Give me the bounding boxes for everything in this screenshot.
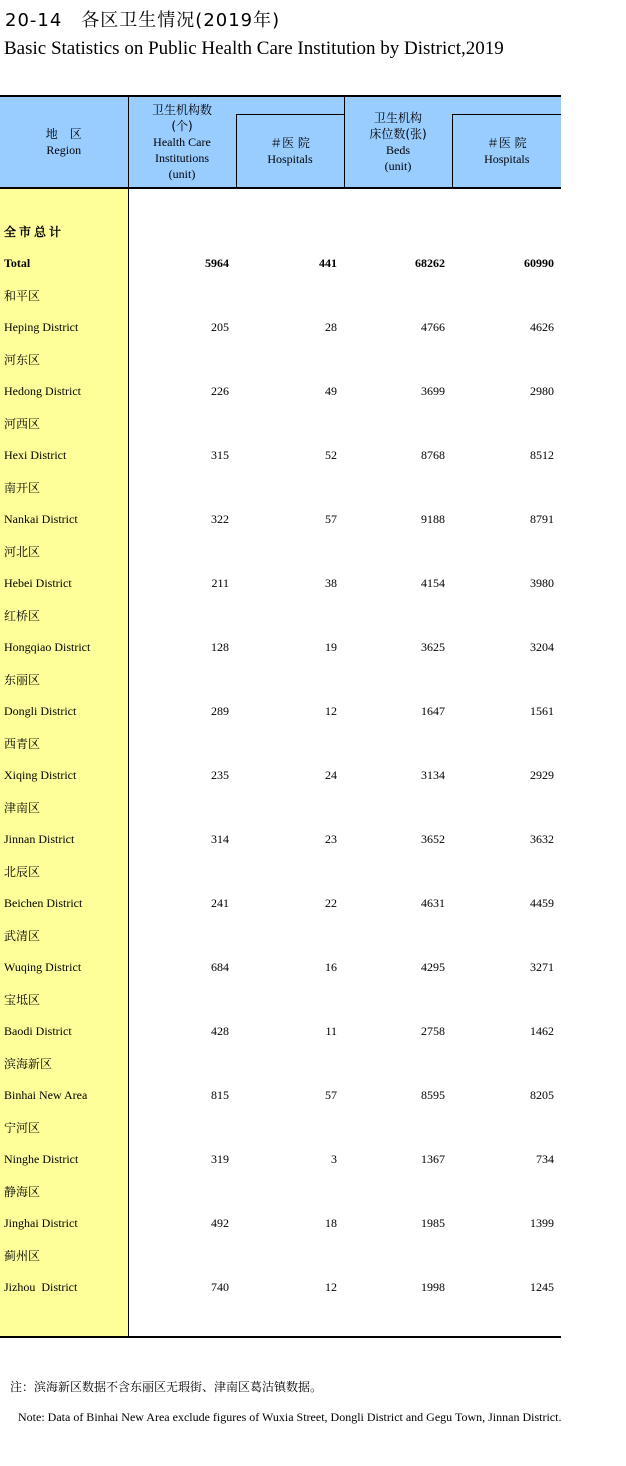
empty-cell [128,599,236,631]
beds-value: 3699 [421,383,445,398]
institutions-value: 235 [211,767,229,782]
empty-cell [452,215,561,247]
region-cn-row [0,727,561,759]
empty-cell [452,791,561,823]
institutions-header-cn2: (个) [171,118,193,133]
table-row [0,631,561,663]
region-cn-row [0,1239,561,1271]
beds-hospitals-value: 60990 [524,255,554,270]
footnote-chinese: 注：滨海新区数据不含东丽区无瑕街、津南区葛沽镇数据。 [10,1380,323,1394]
empty-cell [452,535,561,567]
empty-cell [236,791,344,823]
region-name-en: Hedong District [0,375,128,407]
empty-cell [128,855,236,887]
beds-hospitals-value: 734 [536,1151,554,1166]
beds-value: 4154 [421,575,445,590]
region-name-cn: 南开区 [0,471,128,503]
hospitals-value: 52 [325,447,337,462]
empty-cell [344,535,452,567]
region-name-cn: 滨海新区 [0,1047,128,1079]
empty-cell [128,1111,236,1143]
beds-value: 4295 [421,959,445,974]
beds-hospitals-value: 4626 [530,319,554,334]
table-row [0,503,561,535]
table-body [0,188,561,1337]
institutions-value: 492 [211,1215,229,1230]
beds-hospitals-value: 8791 [530,511,554,526]
beds-hospitals-value: 1245 [530,1279,554,1294]
empty-cell [344,663,452,695]
empty-cell [344,1303,452,1337]
beds-value: 1985 [421,1215,445,1230]
footnote-english: Note: Data of Binhai New Area exclude figures of Wuxia Street, Dongli District and Gegu Town, Jinnan District. [18,1410,562,1424]
region-name-en: Jinnan District [0,823,128,855]
beds-hospitals-value: 8512 [530,447,554,462]
beds-header-cn2: 床位数(张) [369,126,427,141]
empty-cell [0,1303,128,1337]
empty-cell [236,535,344,567]
empty-cell [344,407,452,439]
institutions-value: 740 [211,1279,229,1294]
institutions-value: 815 [211,1087,229,1102]
beds-value: 8768 [421,447,445,462]
region-cn-row [0,855,561,887]
empty-cell [236,855,344,887]
region-name-en: Nankai District [0,503,128,535]
beds-value: 8595 [421,1087,445,1102]
empty-cell [236,663,344,695]
region-name-en: Ninghe District [0,1143,128,1175]
empty-cell [344,727,452,759]
empty-cell [236,215,344,247]
region-cn-row [0,407,561,439]
empty-cell [236,983,344,1015]
empty-cell [344,855,452,887]
hospitals-value: 12 [325,1279,337,1294]
empty-cell [128,343,236,375]
table-row [0,1271,561,1303]
empty-cell [452,727,561,759]
table-title-chinese: 20-14 各区卫生情况(2019年) [5,10,281,31]
region-name-en: Hebei District [0,567,128,599]
beds-hospitals-header-en: Hospitals [484,152,530,166]
beds-value: 1367 [421,1151,445,1166]
empty-cell [236,343,344,375]
table-row [0,951,561,983]
region-cn-row [0,1111,561,1143]
hospitals-value: 28 [325,319,337,334]
institutions-value: 315 [211,447,229,462]
table-end-row [0,1303,561,1337]
institutions-value: 241 [211,895,229,910]
beds-hospitals-value: 3204 [530,639,554,654]
beds-hospitals-value: 3632 [530,831,554,846]
beds-hospitals-value: 1399 [530,1215,554,1230]
empty-cell [128,535,236,567]
beds-hospitals-value: 1561 [530,703,554,718]
beds-hospitals-header-cn: ＃医 院 [486,136,527,150]
hospitals-value: 49 [325,383,337,398]
empty-cell [344,919,452,951]
hospitals-value: 19 [325,639,337,654]
region-cn-row [0,215,561,247]
empty-cell [344,471,452,503]
region-name-cn: 红桥区 [0,599,128,631]
empty-cell [344,791,452,823]
table-row [0,1079,561,1111]
region-name-cn: 东丽区 [0,663,128,695]
empty-cell [128,407,236,439]
table-row [0,567,561,599]
beds-hospitals-value: 4459 [530,895,554,910]
empty-cell [452,279,561,311]
beds-hospitals-header [452,115,561,189]
beds-value: 4631 [421,895,445,910]
empty-cell [128,1047,236,1079]
institutions-value: 205 [211,319,229,334]
region-cn-row [0,1175,561,1207]
region-name-cn: 和平区 [0,279,128,311]
empty-cell [344,1175,452,1207]
institutions-header-en2: Institutions [154,150,209,165]
region-cn-row [0,983,561,1015]
institutions-value: 684 [211,959,229,974]
beds-value: 9188 [421,511,445,526]
empty-cell [236,919,344,951]
region-cn-row [0,279,561,311]
beds-value: 3625 [421,639,445,654]
beds-header-cn1: 卫生机构 [373,110,422,125]
hospitals-value: 38 [325,575,337,590]
table-title-english: Basic Statistics on Public Health Care Institution by District,2019 [4,38,504,59]
empty-cell [236,1175,344,1207]
hospitals-value: 16 [325,959,337,974]
hospitals-value: 3 [331,1151,337,1166]
empty-cell [344,599,452,631]
region-name-cn: 宝坻区 [0,983,128,1015]
region-header-cn: 地 区 [45,127,82,141]
beds-value: 1647 [421,703,445,718]
empty-cell [128,471,236,503]
region-name-cn: 西青区 [0,727,128,759]
institutions-header [128,102,236,189]
institutions-value: 226 [211,383,229,398]
beds-hospitals-value: 3980 [530,575,554,590]
region-cn-row [0,919,561,951]
table-row [0,247,561,279]
region-cn-row [0,599,561,631]
beds-value: 3652 [421,831,445,846]
region-name-en: Jinghai District [0,1207,128,1239]
empty-cell [128,279,236,311]
region-cn-row [0,535,561,567]
empty-cell [236,471,344,503]
region-name-cn: 河北区 [0,535,128,567]
empty-cell [236,407,344,439]
empty-cell [236,1047,344,1079]
region-name-en: Baodi District [0,1015,128,1047]
region-cn-row [0,663,561,695]
region-name-en: Jizhou District [0,1271,128,1303]
empty-cell [344,215,452,247]
table-row [0,823,561,855]
empty-cell [452,919,561,951]
institutions-value: 289 [211,703,229,718]
empty-cell [344,1239,452,1271]
beds-hospitals-value: 3271 [530,959,554,974]
empty-cell [344,1111,452,1143]
beds-hospitals-value: 2929 [530,767,554,782]
empty-cell [128,663,236,695]
hospitals-value: 23 [325,831,337,846]
empty-cell [128,1175,236,1207]
table-row [0,759,561,791]
beds-header-unit: (unit) [384,158,412,173]
institutions-header-unit: (unit) [168,166,196,181]
empty-cell [452,599,561,631]
hospitals-value: 22 [325,895,337,910]
hospitals-header [236,115,344,189]
region-name-cn: 津南区 [0,791,128,823]
hospitals-value: 441 [319,255,337,270]
beds-value: 68262 [415,255,445,270]
hospitals-value: 57 [325,1087,337,1102]
region-cn-row [0,471,561,503]
institutions-value: 211 [211,575,229,590]
region-name-en: Total [0,247,128,279]
institutions-header-cn1: 卫生机构数 [151,102,212,117]
table-header [0,96,561,188]
empty-cell [452,471,561,503]
empty-cell [128,983,236,1015]
region-name-cn: 宁河区 [0,1111,128,1143]
region-cn-row [0,343,561,375]
beds-hospitals-value: 1462 [530,1023,554,1038]
region-header [0,96,128,188]
empty-cell [452,407,561,439]
empty-cell [452,663,561,695]
table-row [0,439,561,471]
empty-cell [452,983,561,1015]
table-row [0,375,561,407]
hospitals-header-en: Hospitals [267,152,313,166]
empty-cell [236,727,344,759]
region-header-en: Region [46,143,82,157]
region-name-cn: 武清区 [0,919,128,951]
table-row [0,311,561,343]
spacer-row [0,188,561,215]
empty-cell [452,1303,561,1337]
empty-cell [236,279,344,311]
region-name-cn: 北辰区 [0,855,128,887]
institutions-value: 314 [211,831,229,846]
beds-hospitals-value: 2980 [530,383,554,398]
empty-cell [236,1303,344,1337]
empty-cell [452,1239,561,1271]
table-row [0,695,561,727]
institutions-value: 428 [211,1023,229,1038]
region-name-en: Hexi District [0,439,128,471]
institutions-value: 5964 [205,255,229,270]
empty-cell [452,1175,561,1207]
hospitals-value: 12 [325,703,337,718]
beds-value: 2758 [421,1023,445,1038]
empty-cell [128,215,236,247]
region-name-en: Dongli District [0,695,128,727]
region-name-en: Hongqiao District [0,631,128,663]
region-name-en: Binhai New Area [0,1079,128,1111]
region-name-en: Heping District [0,311,128,343]
hospitals-value: 11 [325,1023,337,1038]
beds-hospitals-value: 8205 [530,1087,554,1102]
beds-value: 3134 [421,767,445,782]
empty-cell [344,1047,452,1079]
region-name-cn: 全市总计 [0,215,128,247]
region-name-cn: 蓟州区 [0,1239,128,1271]
region-name-en: Xiqing District [0,759,128,791]
table-row [0,1143,561,1175]
institutions-value: 128 [211,639,229,654]
beds-value: 4766 [421,319,445,334]
region-cell [0,188,128,215]
hospitals-header-cn: ＃医 院 [270,136,310,150]
empty-cell [236,1239,344,1271]
empty-cell [344,279,452,311]
empty-cell [452,343,561,375]
hospitals-value: 24 [325,767,337,782]
empty-cell [236,599,344,631]
institutions-header-en1: Health Care [153,134,211,149]
table-row [0,1015,561,1047]
institutions-value: 322 [211,511,229,526]
health-statistics-table [0,95,561,1338]
hospitals-value: 18 [325,1215,337,1230]
region-name-en: Beichen District [0,887,128,919]
table-row [0,887,561,919]
empty-cell [452,1047,561,1079]
empty-cell [128,1303,236,1337]
empty-cell [128,919,236,951]
region-name-cn: 河东区 [0,343,128,375]
beds-header [344,110,452,189]
table-row [0,1207,561,1239]
beds-value: 1998 [421,1279,445,1294]
region-name-cn: 河西区 [0,407,128,439]
empty-cell [452,855,561,887]
region-cn-row [0,791,561,823]
empty-cell [128,1239,236,1271]
region-cn-row [0,1047,561,1079]
empty-cell [236,1111,344,1143]
empty-cell [128,791,236,823]
institutions-value: 319 [211,1151,229,1166]
empty-cell [344,983,452,1015]
beds-header-en: Beds [386,142,410,157]
region-name-en: Wuqing District [0,951,128,983]
empty-cell [344,343,452,375]
hospitals-value: 57 [325,511,337,526]
empty-cell [128,727,236,759]
region-name-cn: 静海区 [0,1175,128,1207]
empty-cell [452,1111,561,1143]
